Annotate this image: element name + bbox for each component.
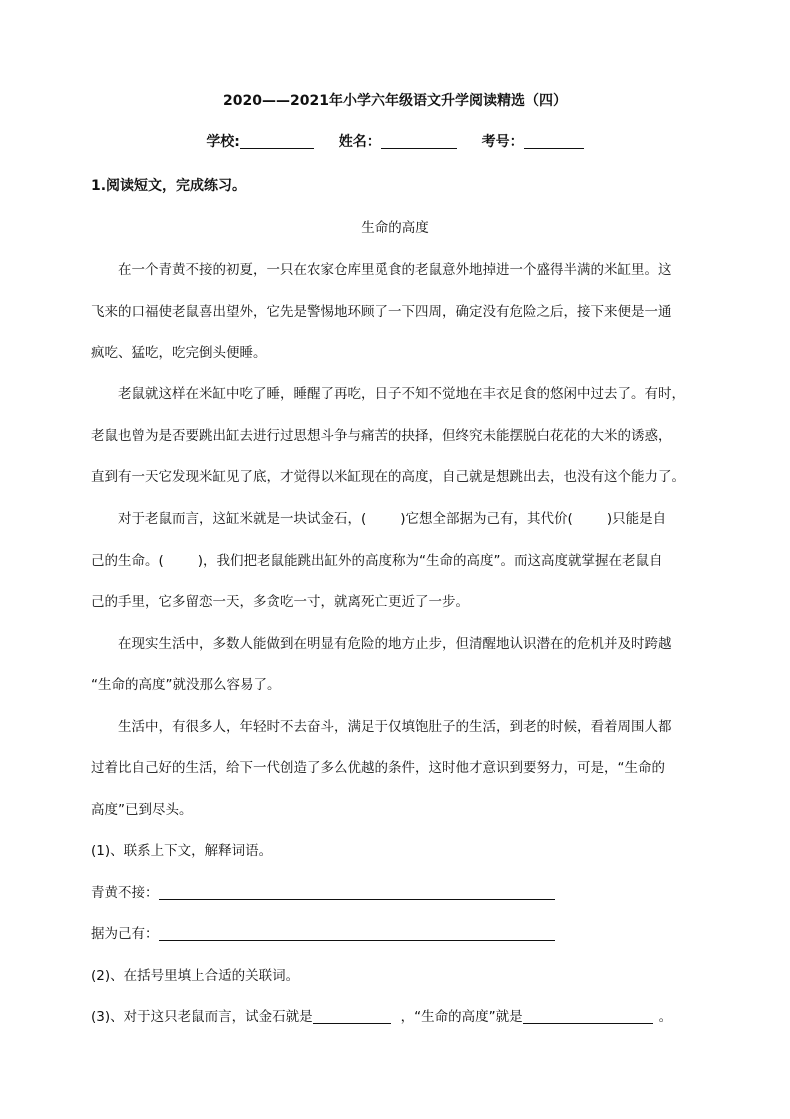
answer-blank-term-1[interactable] bbox=[159, 885, 555, 900]
answer-blank-term-2[interactable] bbox=[159, 926, 555, 941]
paragraph-line: 生活中，有很多人，年轻时不去奋斗，满足于仅填饱肚子的生活，到老的时候，看着周围人都 bbox=[118, 719, 672, 735]
paragraph-line bbox=[91, 549, 663, 569]
text-segment: )，我们把老鼠能跳出缸外的高度称为“生命的高度”。而这高度就掌握在老鼠自 bbox=[197, 553, 663, 569]
paragraph-line: “生命的高度”就没那么容易了。 bbox=[91, 677, 281, 693]
question-1-term-2 bbox=[91, 922, 555, 942]
name-field bbox=[339, 131, 457, 151]
text-segment: )它想全部据为己有，其代价( bbox=[400, 511, 573, 527]
paragraph-line: 己的手里，它多留恋一天，多贪吃一寸，就离死亡更近了一步。 bbox=[91, 594, 469, 610]
student-info-row bbox=[0, 131, 790, 151]
text-segment: 对于老鼠而言，这缸米就是一块试金石，( bbox=[118, 511, 367, 527]
question-2: (2)、在括号里填上合适的关联词。 bbox=[91, 968, 300, 984]
question-1-term-1 bbox=[91, 881, 555, 901]
text-segment: )只能是自 bbox=[606, 511, 667, 527]
question-text: (3)、对于这只老鼠而言，试金石就是 bbox=[91, 1009, 313, 1025]
term-label: 青黄不接： bbox=[91, 885, 159, 901]
question-1: (1)、联系上下文，解释词语。 bbox=[91, 843, 273, 859]
school-blank[interactable] bbox=[240, 134, 314, 149]
paragraph-line: 在现实生活中，多数人能做到在明显有危险的地方止步，但清醒地认识潜在的危机并及时跨越 bbox=[118, 636, 672, 652]
school-field bbox=[206, 131, 314, 151]
question-text: ，“生命的高度”就是 bbox=[400, 1009, 523, 1025]
essay-title: 生命的高度 bbox=[361, 220, 429, 236]
term-label: 据为己有： bbox=[91, 926, 159, 942]
section-heading: 1.阅读短文，完成练习。 bbox=[91, 178, 247, 194]
paragraph-line: 疯吃、猛吃，吃完倒头便睡。 bbox=[91, 345, 267, 361]
paragraph-line: 老鼠也曾为是否要跳出缸去进行过思想斗争与痛苦的抉择，但终究未能摆脱白花花的大米的诱惑， bbox=[91, 428, 672, 444]
text-segment: 己的生命。( bbox=[91, 553, 164, 569]
answer-blank-life-height[interactable] bbox=[523, 1009, 653, 1024]
number-label: 考号： bbox=[481, 134, 524, 150]
page-title: 2020——2021年小学六年级语文升学阅读精选（四） bbox=[223, 93, 567, 109]
number-field bbox=[482, 131, 584, 151]
paragraph-line: 过着比自己好的生活，给下一代创造了多么优越的条件，这时他才意识到要努力，可是，“生命的 bbox=[91, 760, 665, 776]
paragraph-line: 在一个青黄不接的初夏，一只在农家仓库里觅食的老鼠意外地掉进一个盛得半满的米缸里。这 bbox=[118, 262, 672, 278]
question-text: 。 bbox=[658, 1009, 673, 1025]
paragraph-line: 飞来的口福使老鼠喜出望外，它先是警惕地环顾了一下四周，确定没有危险之后，接下来便是一通 bbox=[91, 304, 672, 320]
school-label: 学校: bbox=[206, 134, 240, 150]
paragraph-line: 高度”已到尽头。 bbox=[91, 802, 193, 818]
answer-blank-touchstone[interactable] bbox=[313, 1009, 391, 1024]
paragraph-line: 老鼠就这样在米缸中吃了睡，睡醒了再吃，日子不知不觉地在丰衣足食的悠闲中过去了。有时， bbox=[118, 386, 685, 402]
name-label: 姓名： bbox=[338, 134, 381, 150]
name-blank[interactable] bbox=[381, 134, 457, 149]
number-blank[interactable] bbox=[524, 134, 584, 149]
paragraph-line bbox=[118, 507, 666, 527]
paragraph-line: 直到有一天它发现米缸见了底，才觉得以米缸现在的高度，自己就是想跳出去，也没有这个能力了。 bbox=[91, 469, 685, 485]
question-3 bbox=[91, 1005, 672, 1025]
